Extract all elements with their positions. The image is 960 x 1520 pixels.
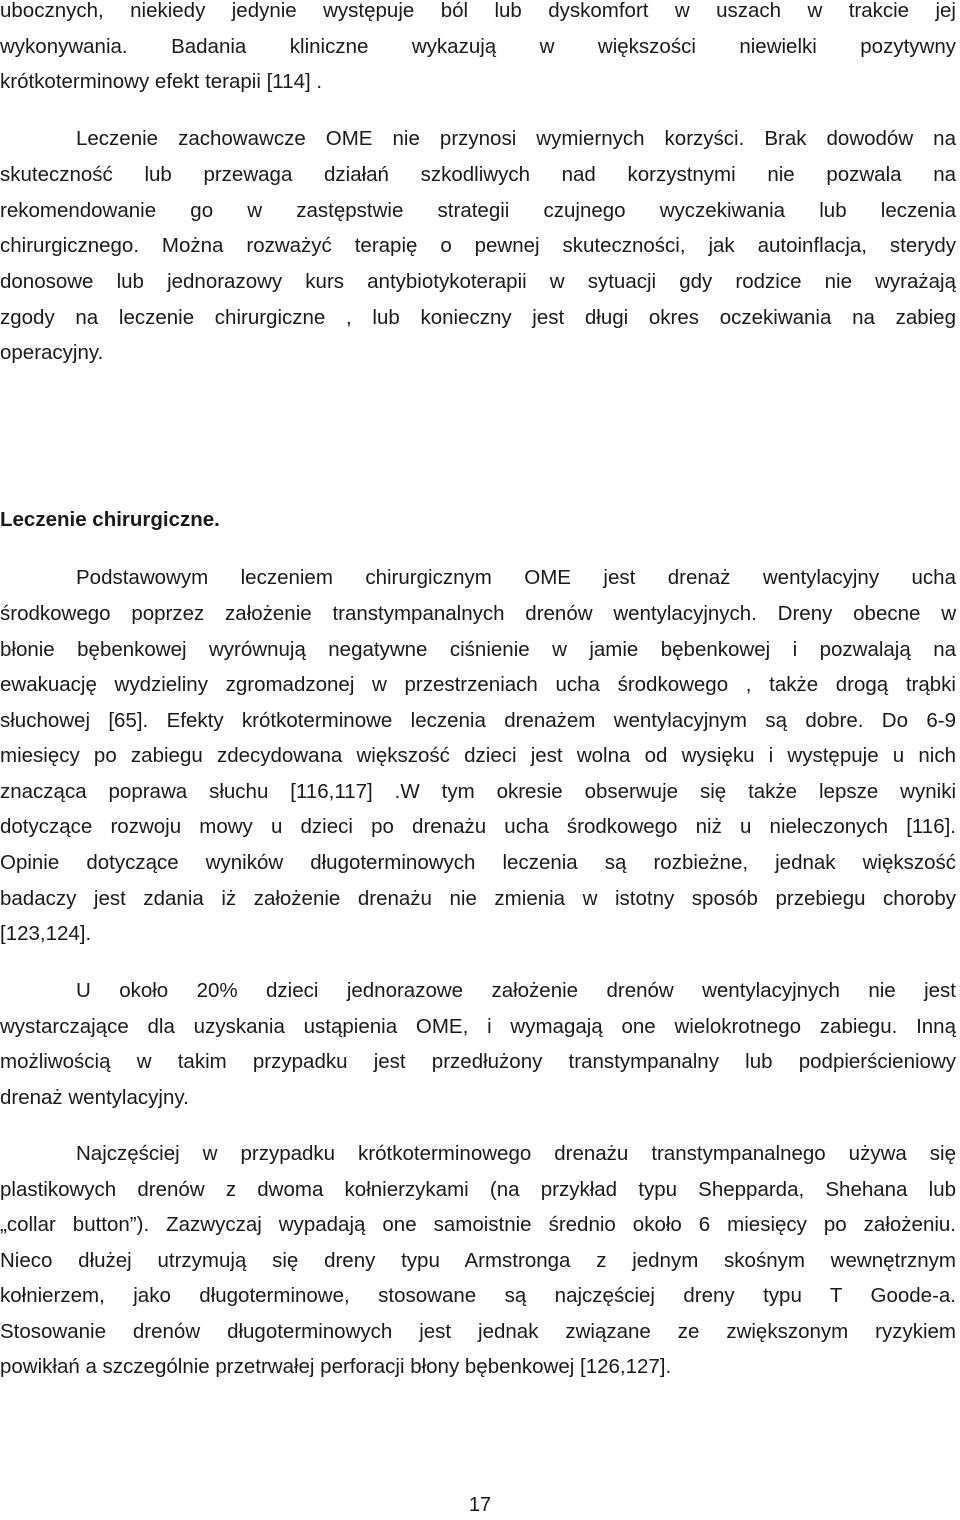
text-line: słuchowej [65]. Efekty krótkoterminowe leczenia drenażem wentylacyjnym są dobre. Do 6-9 xyxy=(0,709,956,732)
text-line: donosowe lub jednorazowy kurs antybiotykoterapii w sytuacji gdy rodzice nie wyrażają xyxy=(0,270,956,293)
text-line: wykonywania. Badania kliniczne wykazują w większości niewielki pozytywny xyxy=(0,35,956,58)
text-line: [123,124]. xyxy=(0,922,92,945)
text-line: kołnierzem, jako długoterminowe, stosowane są najczęściej dreny typu T Goode-a. xyxy=(0,1284,956,1307)
page-number: 17 xyxy=(468,1494,492,1516)
text-line: znacząca poprawa słuchu [116,117] .W tym okresie obserwuje się także lepsze wyniki xyxy=(0,780,956,803)
text-line: Stosowanie drenów długoterminowych jest jednak związane ze zwiększonym ryzykiem xyxy=(0,1320,956,1343)
text-line: skuteczność lub przewaga działań szkodliwych nad korzystnymi nie pozwala na xyxy=(0,163,956,186)
text-line: badaczy jest zdania iż założenie drenażu nie zmienia w istotny sposób przebiegu choroby xyxy=(0,887,956,910)
text-line: operacyjny. xyxy=(0,341,104,364)
text-line: Podstawowym leczeniem chirurgicznym OME jest drenaż wentylacyjny ucha xyxy=(76,566,956,589)
text-line: Leczenie zachowawcze OME nie przynosi wymiernych korzyści. Brak dowodów na xyxy=(76,127,956,150)
text-line: Opinie dotyczące wyników długoterminowych leczenia są rozbieżne, jednak większość xyxy=(0,851,956,874)
text-line: możliwością w takim przypadku jest przedłużony transtympanalny lub podpierścieniowy xyxy=(0,1050,956,1073)
text-line: drenaż wentylacyjny. xyxy=(0,1086,189,1109)
text-line: krótkoterminowy efekt terapii [114] . xyxy=(0,70,323,93)
text-line: rekomendowanie go w zastępstwie strategii czujnego wyczekiwania lub leczenia xyxy=(0,199,956,222)
text-line: błonie bębenkowej wyrównują negatywne ciśnienie w jamie bębenkowej i pozwalają na xyxy=(0,638,956,661)
text-line: U około 20% dzieci jednorazowe założenie drenów wentylacyjnych nie jest xyxy=(76,979,956,1002)
text-line: Najczęściej w przypadku krótkoterminowego drenażu transtympanalnego używa się xyxy=(76,1142,956,1165)
text-line: zgody na leczenie chirurgiczne , lub konieczny jest długi okres oczekiwania na zabieg xyxy=(0,306,956,329)
text-line: Nieco dłużej utrzymują się dreny typu Armstronga z jednym skośnym wewnętrznym xyxy=(0,1249,956,1272)
text-line: ewakuację wydzieliny zgromadzonej w przestrzeniach ucha środkowego , także drogą trąbki xyxy=(0,673,956,696)
text-line: ubocznych, niekiedy jedynie występuje ból lub dyskomfort w uszach w trakcie jej xyxy=(0,0,956,22)
text-line: wystarczające dla uzyskania ustąpienia OME, i wymagają one wielokrotnego zabiegu. Inną xyxy=(0,1015,956,1038)
text-line: powikłań a szczególnie przetrwałej perforacji błony bębenkowej [126,127]. xyxy=(0,1355,672,1378)
text-line: miesięcy po zabiegu zdecydowana większość dzieci jest wolna od wysięku i występuje u nich xyxy=(0,744,956,767)
text-line: „collar button”). Zazwyczaj wypadają one samoistnie średnio około 6 miesięcy po założeniu. xyxy=(0,1213,956,1236)
section-heading: Leczenie chirurgiczne. xyxy=(0,508,220,531)
text-line: plastikowych drenów z dwoma kołnierzykami (na przykład typu Shepparda, Shehana lub xyxy=(0,1178,956,1201)
text-line: środkowego poprzez założenie transtympanalnych drenów wentylacyjnych. Dreny obecne w xyxy=(0,602,956,625)
text-line: dotyczące rozwoju mowy u dzieci po drenażu ucha środkowego niż u nieleczonych [116]. xyxy=(0,815,956,838)
text-line: chirurgicznego. Można rozważyć terapię o pewnej skuteczności, jak autoinflacja, sterydy xyxy=(0,234,956,257)
